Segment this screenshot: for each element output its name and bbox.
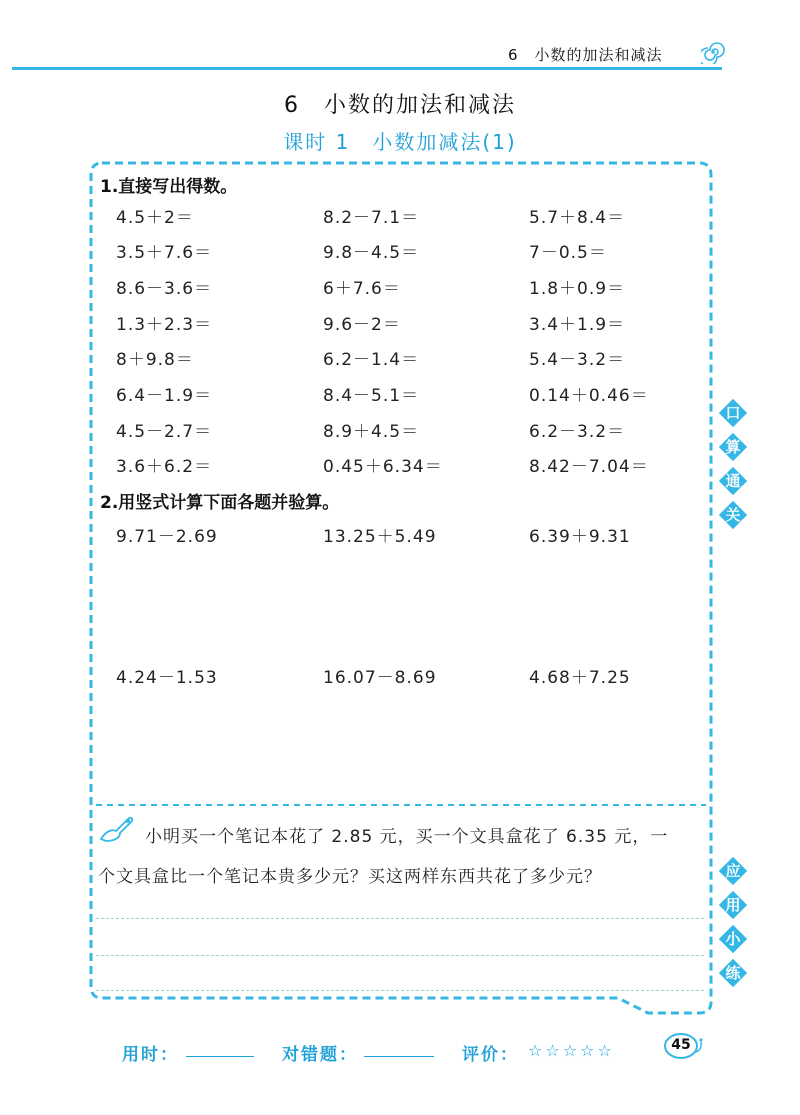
correct-blank[interactable] [364,1056,434,1057]
q1-item: 4.5－2.7＝ [116,422,213,442]
q1-item: 7－0.5＝ [529,243,607,263]
q2-heading: 2.用竖式计算下面各题并验算。 [100,493,340,513]
spiral-icon [701,40,725,64]
badge-lian: 练 [718,958,748,988]
problem-line-1: 小明买一个笔记本花了 2.85 元，买一个文具盒花了 6.35 元，一 [145,827,669,847]
q1-heading: 1.直接写出得数。 [100,177,238,197]
q1-item: 3.4＋1.9＝ [529,315,626,335]
q1-item: 8.42－7.04＝ [529,457,649,477]
q1-item: 1.3＋2.3＝ [116,315,213,335]
time-label: 用时： [122,1045,179,1065]
badge-kou: 口 [718,398,748,428]
q2-item: 16.07－8.69 [323,668,437,688]
q1-item: 6＋7.6＝ [323,279,401,299]
rating-label: 评价： [462,1045,519,1065]
correct-label: 对错题： [282,1045,358,1065]
badge-suan: 算 [718,432,748,462]
q1-item: 6.2－3.2＝ [529,422,626,442]
header-rule [12,67,722,70]
answer-line [96,918,704,919]
rating-stars[interactable]: ☆☆☆☆☆ [528,1041,615,1060]
q1-item: 9.8－4.5＝ [323,243,420,263]
badge-xiao: 小 [718,924,748,954]
q1-item: 8.9＋4.5＝ [323,422,420,442]
q1-item: 0.45＋6.34＝ [323,457,443,477]
badge-ying: 应 [718,856,748,886]
time-blank[interactable] [186,1056,254,1057]
q1-item: 8.4－5.1＝ [323,386,420,406]
page-number-badge [664,1030,704,1060]
q2-item: 9.71－2.69 [116,527,218,547]
answer-line [96,955,704,956]
pencil-hand-icon [98,813,136,843]
q1-item: 4.5＋2＝ [116,208,194,228]
lesson-subtitle: 课时 1 小数加减法(1) [283,130,517,154]
q2-item: 13.25＋5.49 [323,527,437,547]
q1-item: 8＋9.8＝ [116,350,194,370]
problem-line-2: 个文具盒比一个笔记本贵多少元？买这两样东西共花了多少元？ [98,867,602,887]
q2-item: 4.24－1.53 [116,668,218,688]
q2-item: 4.68＋7.25 [529,668,631,688]
q1-item: 5.7＋8.4＝ [529,208,626,228]
chapter-header-label: 6 小数的加法和减法 [508,46,663,64]
q2-item: 6.39＋9.31 [529,527,631,547]
badge-tong: 通 [718,466,748,496]
q1-item: 9.6－2＝ [323,315,401,335]
q1-item: 8.6－3.6＝ [116,279,213,299]
q1-item: 5.4－3.2＝ [529,350,626,370]
answer-line [96,990,704,991]
q1-item: 6.4－1.9＝ [116,386,213,406]
q1-item: 3.5＋7.6＝ [116,243,213,263]
q1-item: 8.2－7.1＝ [323,208,420,228]
page-number: 45 [671,1037,691,1053]
q1-item: 1.8＋0.9＝ [529,279,626,299]
badge-yong: 用 [718,890,748,920]
q1-item: 0.14＋0.46＝ [529,386,649,406]
chapter-title: 6 小数的加法和减法 [284,93,516,118]
q1-item: 6.2－1.4＝ [323,350,420,370]
badge-guan: 关 [718,500,748,530]
q1-item: 3.6＋6.2＝ [116,457,213,477]
